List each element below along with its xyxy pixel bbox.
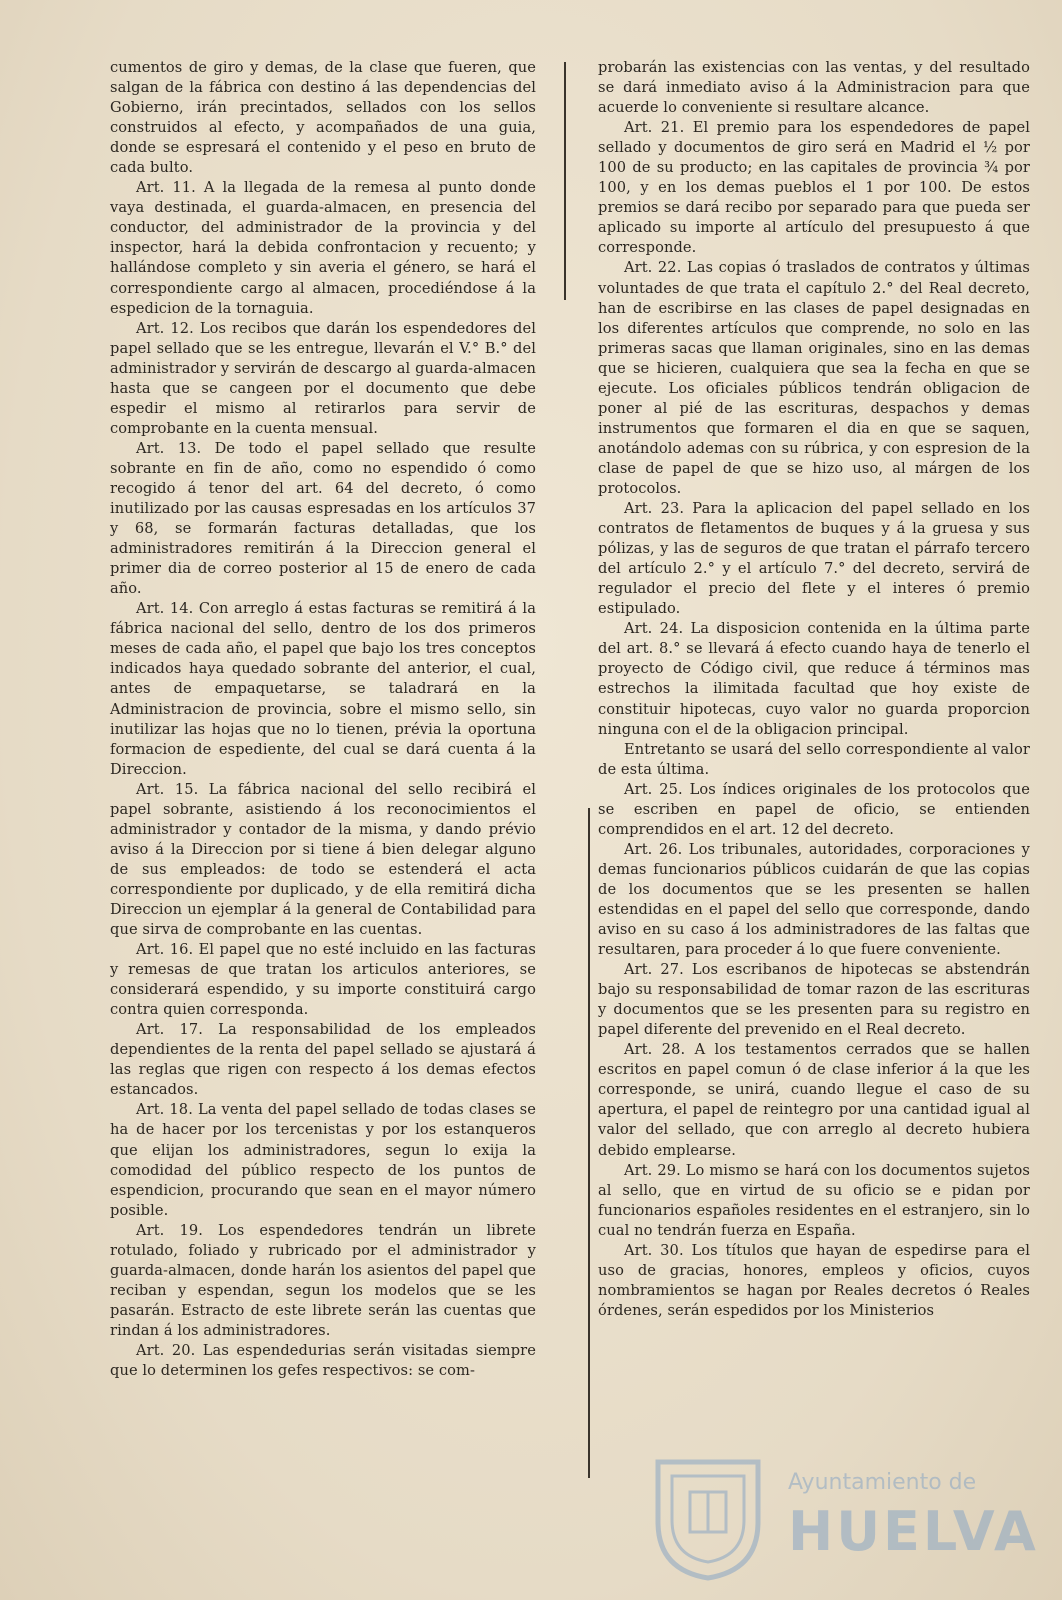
article-15: Art. 15. La fábrica nacional del sello recibirá el papel sobrante, asistiendo á los reconocimientos el administrador y contador de la misma, y dando prévio aviso á la Direccion por si tiene á bien delegar alguno de sus empleados: de todo se estenderá el acta correspondiente por duplicado, y de ella remitirá dicha Direccion un ejemplar á la general de Contabilidad para que sirva de comprobante en las cuentas. bbox=[110, 780, 536, 939]
paragraph: probarán las existencias con las ventas, y del resultado se dará inmediato aviso á la Administracion para que acuerde lo conveniente si resultare alcance. bbox=[598, 59, 1030, 117]
article-20: Art. 20. Las espendedurias serán visitadas siempre que lo determinen los gefes respectivos: se com- bbox=[110, 1342, 536, 1380]
article-29: Art. 29. Lo mismo se hará con los documentos sujetos al sello, que en virtud de su oficio se e pidan por funcionarios españoles residentes en el estranjero, sin lo cual no tendrán fuerza en España. bbox=[598, 1161, 1030, 1239]
article-24: Art. 24. La disposicion contenida en la última parte del art. 8.° se llevará á efecto cuando haya de tenerlo el proyecto de Código civil, que reduce á términos mas estrechos la ilimitada facultad que hoy existe de constituir hipotecas, cuyo valor no guarda proporcion ninguna con el de la obligacion principal. bbox=[598, 620, 1030, 738]
article-28: Art. 28. A los testamentos cerrados que se hallen escritos en papel comun ó de clase inferior á la que les corresponde, se unirá, cuando llegue el caso de su apertura, el papel de reintegro por una cantidad igual al valor del sellado, que con arreglo al decreto hubiera debido emplearse. bbox=[598, 1041, 1030, 1159]
article-30: Art. 30. Los títulos que hayan de espedirse para el uso de gracias, honores, empleos y oficios, cuyos nombramientos se hagan por Reales decretos ó Reales órdenes, serán espedidos por los Ministerios bbox=[598, 1241, 1030, 1319]
column-divider-bottom bbox=[588, 808, 590, 1478]
article-11: Art. 11. A la llegada de la remesa al punto donde vaya destinada, el guarda-almacen, en presencia del conductor, del administrador de la provincia y del inspector, hará la debida confrontacion y recuento; y hallándose completo y sin averia el género, se hará el correspondiente cargo al almacen, procediéndose á la espedicion de la tornaguia. bbox=[110, 179, 536, 317]
article-24-continuation: Entretanto se usará del sello correspondiente al valor de esta última. bbox=[598, 740, 1030, 778]
article-16: Art. 16. El papel que no esté incluido en las facturas y remesas de que tratan los articulos anteriores, se considerará espendido, y su importe constituirá cargo contra quien corresponda. bbox=[110, 941, 536, 1019]
article-27: Art. 27. Los escribanos de hipotecas se abstendrán bajo su responsabilidad de tomar razon de las escrituras y documentos que se les presenten para su registro en papel diferente del prevenido en el Real decreto. bbox=[598, 961, 1030, 1039]
watermark-line1: Ayuntamiento de bbox=[788, 1470, 977, 1495]
article-19: Art. 19. Los espendedores tendrán un librete rotulado, foliado y rubricado por el administrador y guarda-almacen, donde harán los asientos del papel que reciban y espendan, segun los modelos que se les pasarán. Estracto de este librete serán las cuentas que rindan á los administradores. bbox=[110, 1221, 536, 1339]
column-divider-top bbox=[564, 62, 566, 300]
article-23: Art. 23. Para la aplicacion del papel sellado en los contratos de fletamentos de buques y á la gruesa y sus pólizas, y las de seguros de que tratan el párrafo tercero del artículo 2.° y el artículo 7.° del decreto, servirá de regulador el precio del flete y el interes ó premio estipulado. bbox=[598, 500, 1030, 618]
left-column bbox=[110, 58, 536, 1381]
article-26: Art. 26. Los tribunales, autoridades, corporaciones y demas funcionarios públicos cuidarán de que las copias de los documentos que se les presenten se hallen estendidas en el papel del sello que corresponde, dando aviso en su caso á los administradores de las faltas que resultaren, para proceder á lo que fuere conveniente. bbox=[598, 840, 1030, 959]
article-17: Art. 17. La responsabilidad de los empleados dependientes de la renta del papel sellado se ajustará á las reglas que rigen con respecto á los demas efectos estancados. bbox=[110, 1021, 536, 1099]
right-column bbox=[598, 58, 1030, 1321]
article-22: Art. 22. Las copias ó traslados de contratos y últimas voluntades de que trata el capítulo 2.° del Real decreto, han de escribirse en las clases de papel designadas en los diferentes artículos que comprende, no solo en las primeras sacas que llaman originales, sino en las demas que se hicieren, cualquiera que sea la fecha en que se ejecute. Los oficiales públicos tendrán obligacion de poner al pié de las escrituras, despachos y demas instrumentos que formaren el dia en que se saquen, anotándolo ademas con su rúbrica, y con espresion de la clase de papel de que se hizo uso, al márgen de los protocolos. bbox=[598, 259, 1030, 497]
article-14: Art. 14. Con arreglo á estas facturas se remitirá á la fábrica nacional del sello, dentro de los dos primeros meses de cada año, el papel que bajo los tres conceptos indicados haya quedado sobrante del anterior, el cual, antes de empaquetarse, se taladrará en la Administracion de provincia, sobre el mismo sello, sin inutilizar las hojas que no lo tienen, prévia la oportuna formacion de espediente, del cual se dará cuenta á la Direccion. bbox=[110, 600, 536, 778]
article-12: Art. 12. Los recibos que darán los espendedores del papel sellado que se les entregue, llevarán el V.° B.° del administrador y servirán de descargo al guarda-almacen hasta que se cangeen por el documento que debe espedir el mismo al retirarlos para servir de comprobante en la cuenta mensual. bbox=[110, 319, 536, 437]
article-21: Art. 21. El premio para los espendedores de papel sellado y documentos de giro será en Madrid el ½ por 100 de su producto; en las capitales de provincia ¾ por 100, y en los demas pueblos el 1 por 100. De estos premios se dará recibo por separado para que pueda ser aplicado su importe al artículo del presupuesto á que corresponde. bbox=[598, 119, 1030, 257]
watermark bbox=[648, 1452, 1039, 1582]
watermark-line2: HUELVA bbox=[788, 1500, 1039, 1563]
article-25: Art. 25. Los índices originales de los protocolos que se escriben en papel de oficio, se entienden comprendidos en el art. 12 del decreto. bbox=[598, 780, 1030, 838]
article-18: Art. 18. La venta del papel sellado de todas clases se ha de hacer por los tercenistas y por los estanqueros que elijan los administradores, segun lo exija la comodidad del público respecto de los puntos de espendicion, procurando que sean en el mayor número posible. bbox=[110, 1101, 536, 1219]
article-13: Art. 13. De todo el papel sellado que resulte sobrante en fin de año, como no espendido ó como recogido á tenor del art. 64 del decreto, ó como inutilizado por las causas espresadas en los artículos 37 y 68, se formarán facturas detalladas, que los administradores remitirán á la Direccion general el primer dia de correo posterior al 15 de enero de cada año. bbox=[110, 439, 536, 598]
paragraph: cumentos de giro y demas, de la clase que fueren, que salgan de la fábrica con destino á las dependencias del Gobierno, irán precintados, sellados con los sellos construidos al efecto, y acompañados de una guia, donde se espresará el contenido y el peso en bruto de cada bulto. bbox=[110, 59, 536, 177]
coat-of-arms-icon bbox=[648, 1452, 768, 1582]
